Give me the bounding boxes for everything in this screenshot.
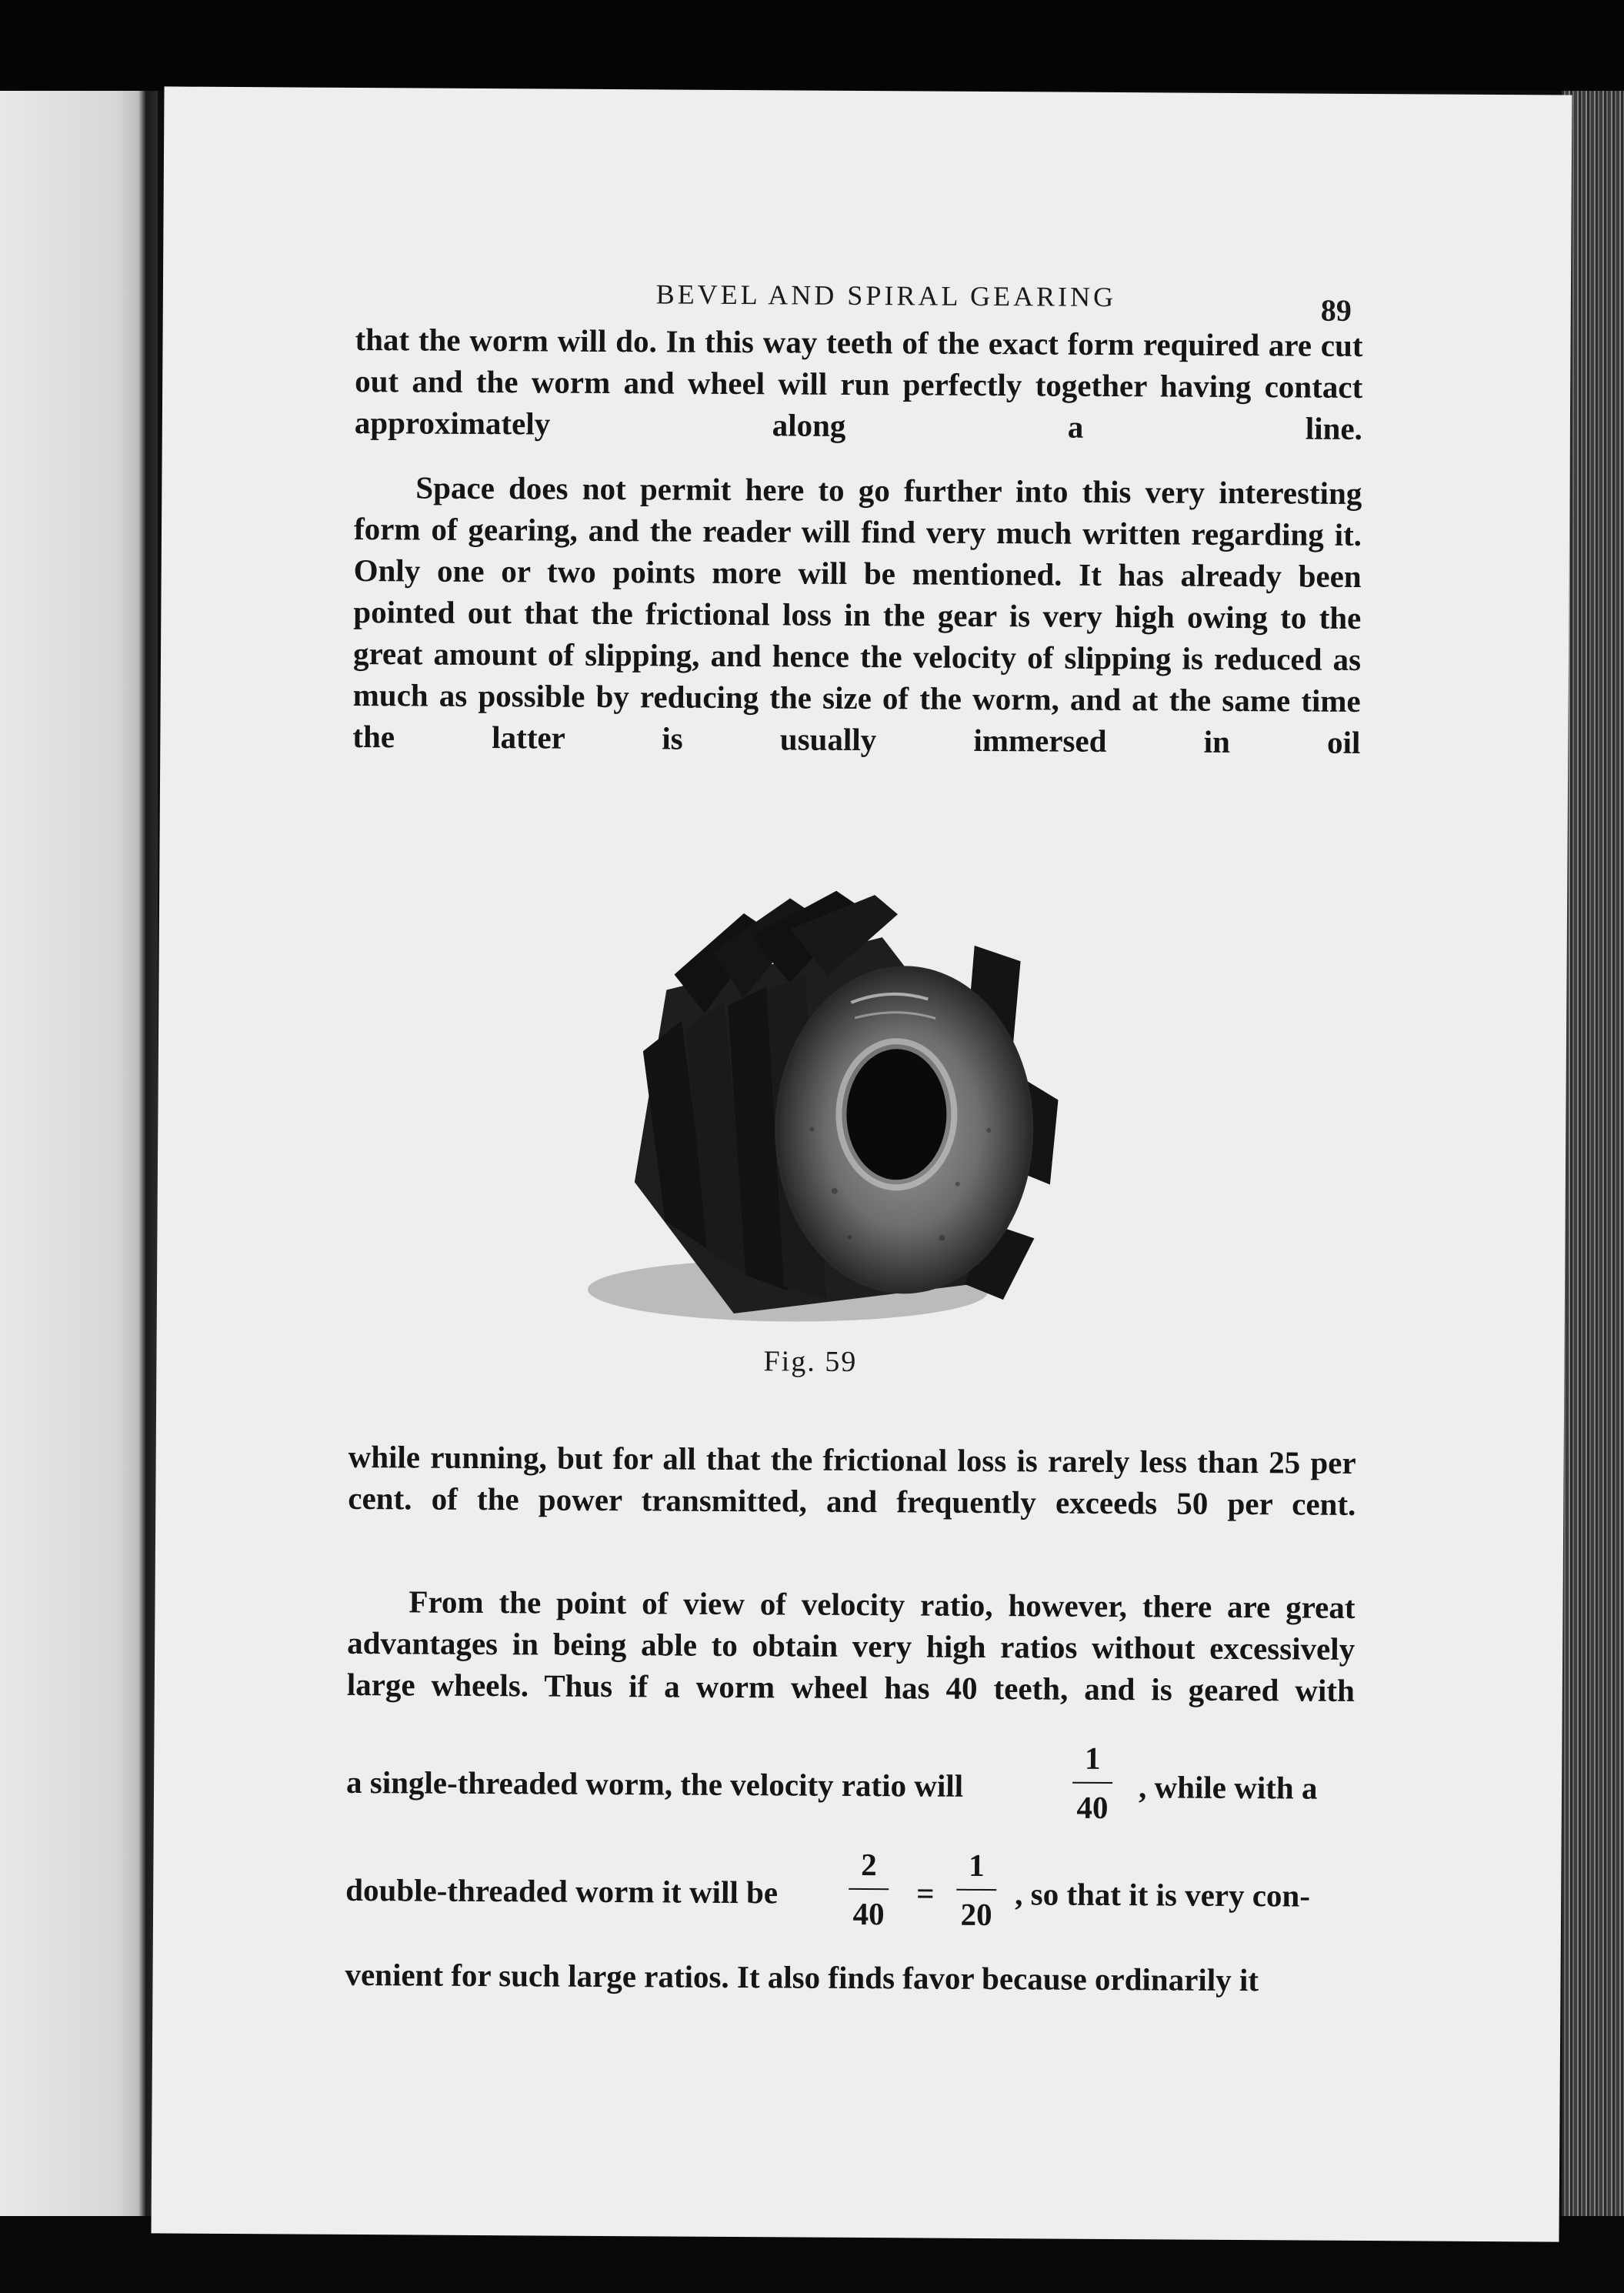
- paragraph-5: venient for such large ratios. It also finds favor because ordinarily it: [345, 1956, 1259, 1998]
- fraction-2-over-40: [845, 1845, 892, 1933]
- fraction-numerator: 1: [969, 1847, 985, 1883]
- paragraph-4: From the point of view of velocity ratio, however, there are great advantages in being able to obtain very high ratios without excessively large wheels. Thus if a worm wheel has 40 teeth, and is geared with: [346, 1584, 1356, 1708]
- paragraph-3: while running, but for all that the frictional loss is rarely less than 25 per cent. of the power transmitted, and frequently exceeds 50 per cent.: [348, 1438, 1356, 1522]
- velocity-ratio-line-2: [345, 1842, 1354, 1948]
- book-page: [151, 86, 1572, 2241]
- fraction-denominator: 20: [960, 1896, 992, 1933]
- math-text-3: double-threaded worm it will be: [345, 1871, 779, 1911]
- fraction-1-over-20: [953, 1846, 1000, 1934]
- page-number: 89: [1320, 292, 1352, 328]
- paragraph-1: that the worm will do. In this way teeth of the exact form required are cut out and the worm and wheel will run perfectly together having contact approximately along a line.: [354, 321, 1363, 446]
- worm-gear-hob-icon: [556, 820, 1113, 1385]
- paragraph-2: Space does not permit here to go further into this very interesting form of gearing, and the reader will find very much written regarding it. Only one or two points more will be mentioned. It has already been pointed out that the frictional loss in the gear is very high owing to the great amount of slipping, and hence the velocity of slipping is reduced as much as possible by reducing the size of the worm, and at the same time the latter is usually immersed in oil: [352, 469, 1362, 760]
- running-head: BEVEL AND SPIRAL GEARING: [655, 279, 1117, 313]
- equals-sign: =: [916, 1875, 935, 1911]
- fraction-numerator: 1: [1084, 1740, 1101, 1776]
- book-edge-right: [1562, 91, 1624, 2293]
- velocity-ratio-line-1: [346, 1734, 1355, 1841]
- math-text-4: , so that it is very con-: [1015, 1876, 1311, 1914]
- fraction-1-over-40: [1069, 1739, 1116, 1827]
- fraction-bar: [1072, 1782, 1112, 1784]
- fraction-bar: [849, 1888, 889, 1890]
- scan-border-top: [0, 0, 1624, 91]
- math-text-2: , while with a: [1138, 1769, 1318, 1806]
- scan-border-left: [0, 91, 158, 2293]
- fraction-numerator: 2: [861, 1847, 877, 1883]
- math-text-1: a single-threaded worm, the velocity ratio will: [345, 1764, 964, 1804]
- fraction-denominator: 40: [1076, 1789, 1109, 1825]
- fraction-denominator: 40: [852, 1895, 885, 1932]
- fraction-bar: [956, 1889, 996, 1891]
- figure-caption: Fig. 59: [763, 1345, 858, 1378]
